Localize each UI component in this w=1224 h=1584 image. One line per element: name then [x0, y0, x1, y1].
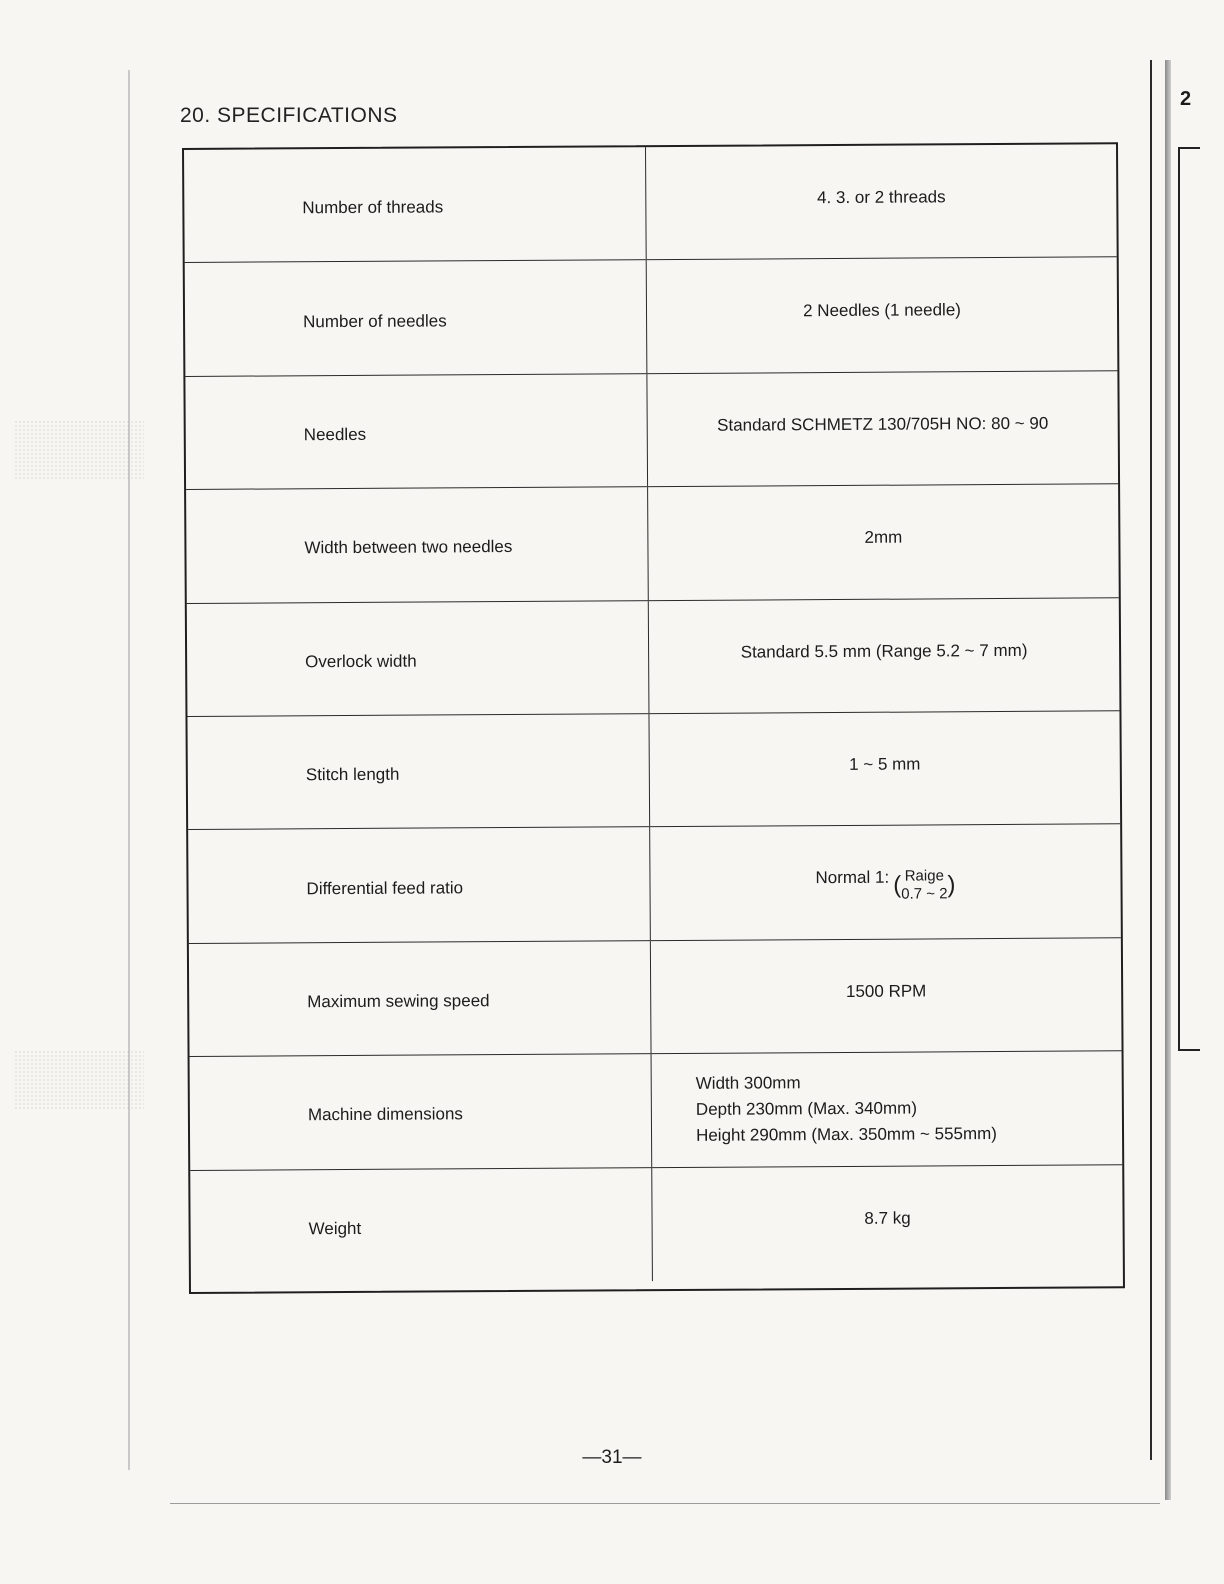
spec-value: 2mm — [864, 527, 903, 548]
spec-value: 2 Needles (1 needle) — [803, 300, 961, 321]
spec-label: Width between two needles — [186, 487, 649, 602]
spec-label: Machine dimensions — [190, 1054, 653, 1169]
spec-value: Standard SCHMETZ 130/705H NO: 80 ~ 90 — [717, 413, 1049, 435]
page-spine — [1150, 60, 1152, 1460]
adjacent-page-fragment: 2 — [1180, 88, 1192, 110]
spec-label: Stitch length — [187, 714, 650, 829]
adjacent-page-box — [1178, 147, 1200, 1051]
spec-label: Maximum sewing speed — [189, 941, 652, 1056]
table-row — [190, 1165, 1123, 1284]
table-row — [184, 144, 1117, 263]
table-row — [185, 371, 1118, 490]
spec-label: Number of needles — [185, 261, 648, 376]
bottom-rule — [170, 1503, 1160, 1504]
specifications-table — [182, 142, 1125, 1294]
spec-label: Overlock width — [187, 601, 650, 716]
spec-label: Differential feed ratio — [188, 827, 651, 942]
spec-label: Number of threads — [184, 147, 647, 262]
spec-value: Standard 5.5 mm (Range 5.2 ~ 7 mm) — [740, 640, 1028, 662]
scan-edge-left — [128, 70, 130, 1470]
ratio-range: ( Raige 0.7 ~ 2 ) — [893, 867, 956, 903]
dimension-width: Width 300mm — [695, 1073, 801, 1094]
ratio-prefix: Normal 1: — [815, 868, 890, 888]
table-row — [186, 484, 1119, 603]
table-row — [190, 1051, 1123, 1170]
scan-speckle — [14, 1050, 144, 1110]
dimension-depth: Depth 230mm (Max. 340mm) — [695, 1098, 918, 1120]
scan-speckle — [14, 420, 144, 480]
dimension-height: Height 290mm (Max. 350mm ~ 555mm) — [695, 1124, 998, 1146]
ratio-range-value: 0.7 ~ 2 — [901, 885, 948, 903]
table-row — [187, 598, 1120, 717]
page-spine-shadow — [1165, 60, 1171, 1500]
spec-value-ratio — [650, 825, 1121, 940]
spec-value: 8.7 kg — [864, 1208, 911, 1228]
table-row — [189, 938, 1122, 1057]
spec-value: 1500 RPM — [845, 981, 927, 1001]
spec-value-multiline — [652, 1051, 1123, 1166]
spec-label: Weight — [190, 1168, 653, 1284]
table-row — [187, 711, 1120, 830]
table-row — [185, 258, 1118, 377]
spec-label: Needles — [185, 374, 648, 489]
table-row — [188, 825, 1121, 944]
section-title: 20. SPECIFICATIONS — [180, 104, 398, 127]
page-number: —31— — [582, 1447, 642, 1468]
spec-value: 1 ~ 5 mm — [849, 754, 921, 774]
ratio-range-label: Raige — [904, 867, 944, 885]
spec-value: 4. 3. or 2 threads — [816, 187, 946, 208]
